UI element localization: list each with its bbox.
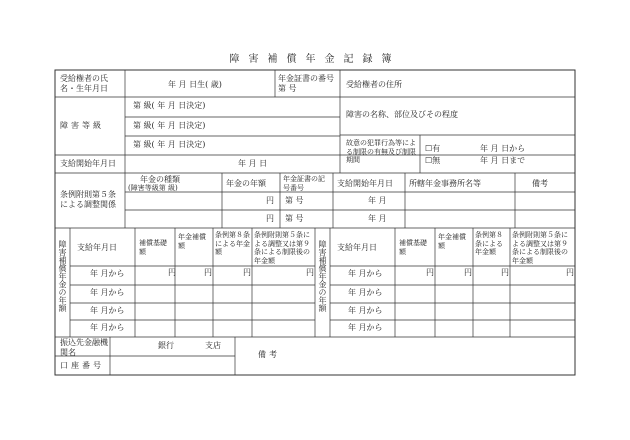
yen-amount: 円 xyxy=(204,268,212,277)
col-art: 条例第８条による年金額 xyxy=(475,231,503,256)
recipient-label: 受給権者の氏名・生年月日 xyxy=(60,74,108,93)
cert-no-label: 年金証書の番号 xyxy=(278,74,334,83)
address-label: 受給権者の住所 xyxy=(346,80,402,89)
period-from: 年 月 日から xyxy=(480,144,526,153)
col-start: 支給開始年月日 xyxy=(337,179,393,188)
col-cert: 年金証書の記号番号 xyxy=(283,175,325,192)
bank-label: 振込先金融機関名 xyxy=(60,338,108,357)
row-date: 年 月 xyxy=(368,196,387,205)
from-row-4: 年 月から xyxy=(348,323,383,332)
period-to: 年 月 日まで xyxy=(480,156,526,165)
cert-no-value: 第 号 xyxy=(278,84,297,93)
annual-side-label: 障害補償年金の年額 xyxy=(58,240,67,312)
row-yen: 円 xyxy=(266,196,274,205)
yen-adj: 円 xyxy=(306,268,314,277)
col-kind-sub: (障害等級第 級) xyxy=(128,184,178,192)
yen-base: 円 xyxy=(426,268,434,277)
row-cert: 第 号 xyxy=(285,196,304,205)
account-label: 口座番号 xyxy=(60,361,104,370)
yen-adj: 円 xyxy=(566,268,574,277)
col-kind: 年金の種類 xyxy=(140,175,180,184)
bank-suffix: 銀行 xyxy=(158,341,174,350)
col-art: 条例第８条による年金額 xyxy=(215,231,250,256)
injury-label: 障害の名称、部位及びその程度 xyxy=(346,110,458,119)
row-date: 年 月 xyxy=(368,214,387,223)
col-amount: 年金補償額 xyxy=(178,233,206,250)
yen-art: 円 xyxy=(501,268,509,277)
from-row-4: 年 月から xyxy=(90,323,125,332)
col-remarks: 備考 xyxy=(532,179,548,188)
from-row-3: 年 月から xyxy=(90,306,125,315)
article-label: 条例附則第５条による調整関係 xyxy=(60,190,116,209)
option-no[interactable]: ☐無 xyxy=(425,156,441,165)
from-row-1: 年 月から xyxy=(348,269,383,278)
col-date: 支給年月日 xyxy=(337,243,377,252)
col-adj: 条例附則第５条による調整又は第９条による制限後の年金額 xyxy=(254,231,310,265)
col-office: 所轄年金事務所名等 xyxy=(409,179,481,188)
from-row-2: 年 月から xyxy=(348,288,383,297)
grade-label: 障害等級 xyxy=(60,121,104,130)
from-row-3: 年 月から xyxy=(348,306,383,315)
start-label: 支給開始年月日 xyxy=(60,159,116,168)
col-adj: 条例附則第５条による調整又は第９条による制限後の年金額 xyxy=(512,231,568,265)
from-row-2: 年 月から xyxy=(90,288,125,297)
page-title: 障害補償年金記録簿 xyxy=(229,54,401,65)
col-date: 支給年月日 xyxy=(77,243,117,252)
row-yen: 円 xyxy=(266,214,274,223)
col-amount: 年金の年額 xyxy=(226,179,266,188)
from-row-1: 年 月から xyxy=(90,269,125,278)
col-base: 補償基礎額 xyxy=(399,239,427,256)
option-yes[interactable]: ☐有 xyxy=(425,144,441,153)
start-value: 年 月 日 xyxy=(238,159,268,168)
grade-row-2: 第 級( 年 月 日決定) xyxy=(133,121,206,130)
branch-suffix: 支店 xyxy=(205,341,221,350)
row-cert: 第 号 xyxy=(285,214,304,223)
crime-label: 故意の犯罪行為等による制限の有無及び制限期間 xyxy=(346,139,416,164)
grade-row-1: 第 級( 年 月 日決定) xyxy=(133,101,206,110)
bank-remarks: 備考 xyxy=(258,350,280,359)
col-base: 補償基礎額 xyxy=(139,239,167,256)
grade-row-3: 第 級( 年 月 日決定) xyxy=(133,140,206,149)
col-amount: 年金補償額 xyxy=(438,233,466,250)
yen-art: 円 xyxy=(243,268,251,277)
annual-side-label: 障害補償年金の年額 xyxy=(318,240,327,312)
yen-base: 円 xyxy=(168,268,176,277)
birth-date: 年 月 日生( 歳) xyxy=(168,80,222,89)
yen-amount: 円 xyxy=(464,268,472,277)
